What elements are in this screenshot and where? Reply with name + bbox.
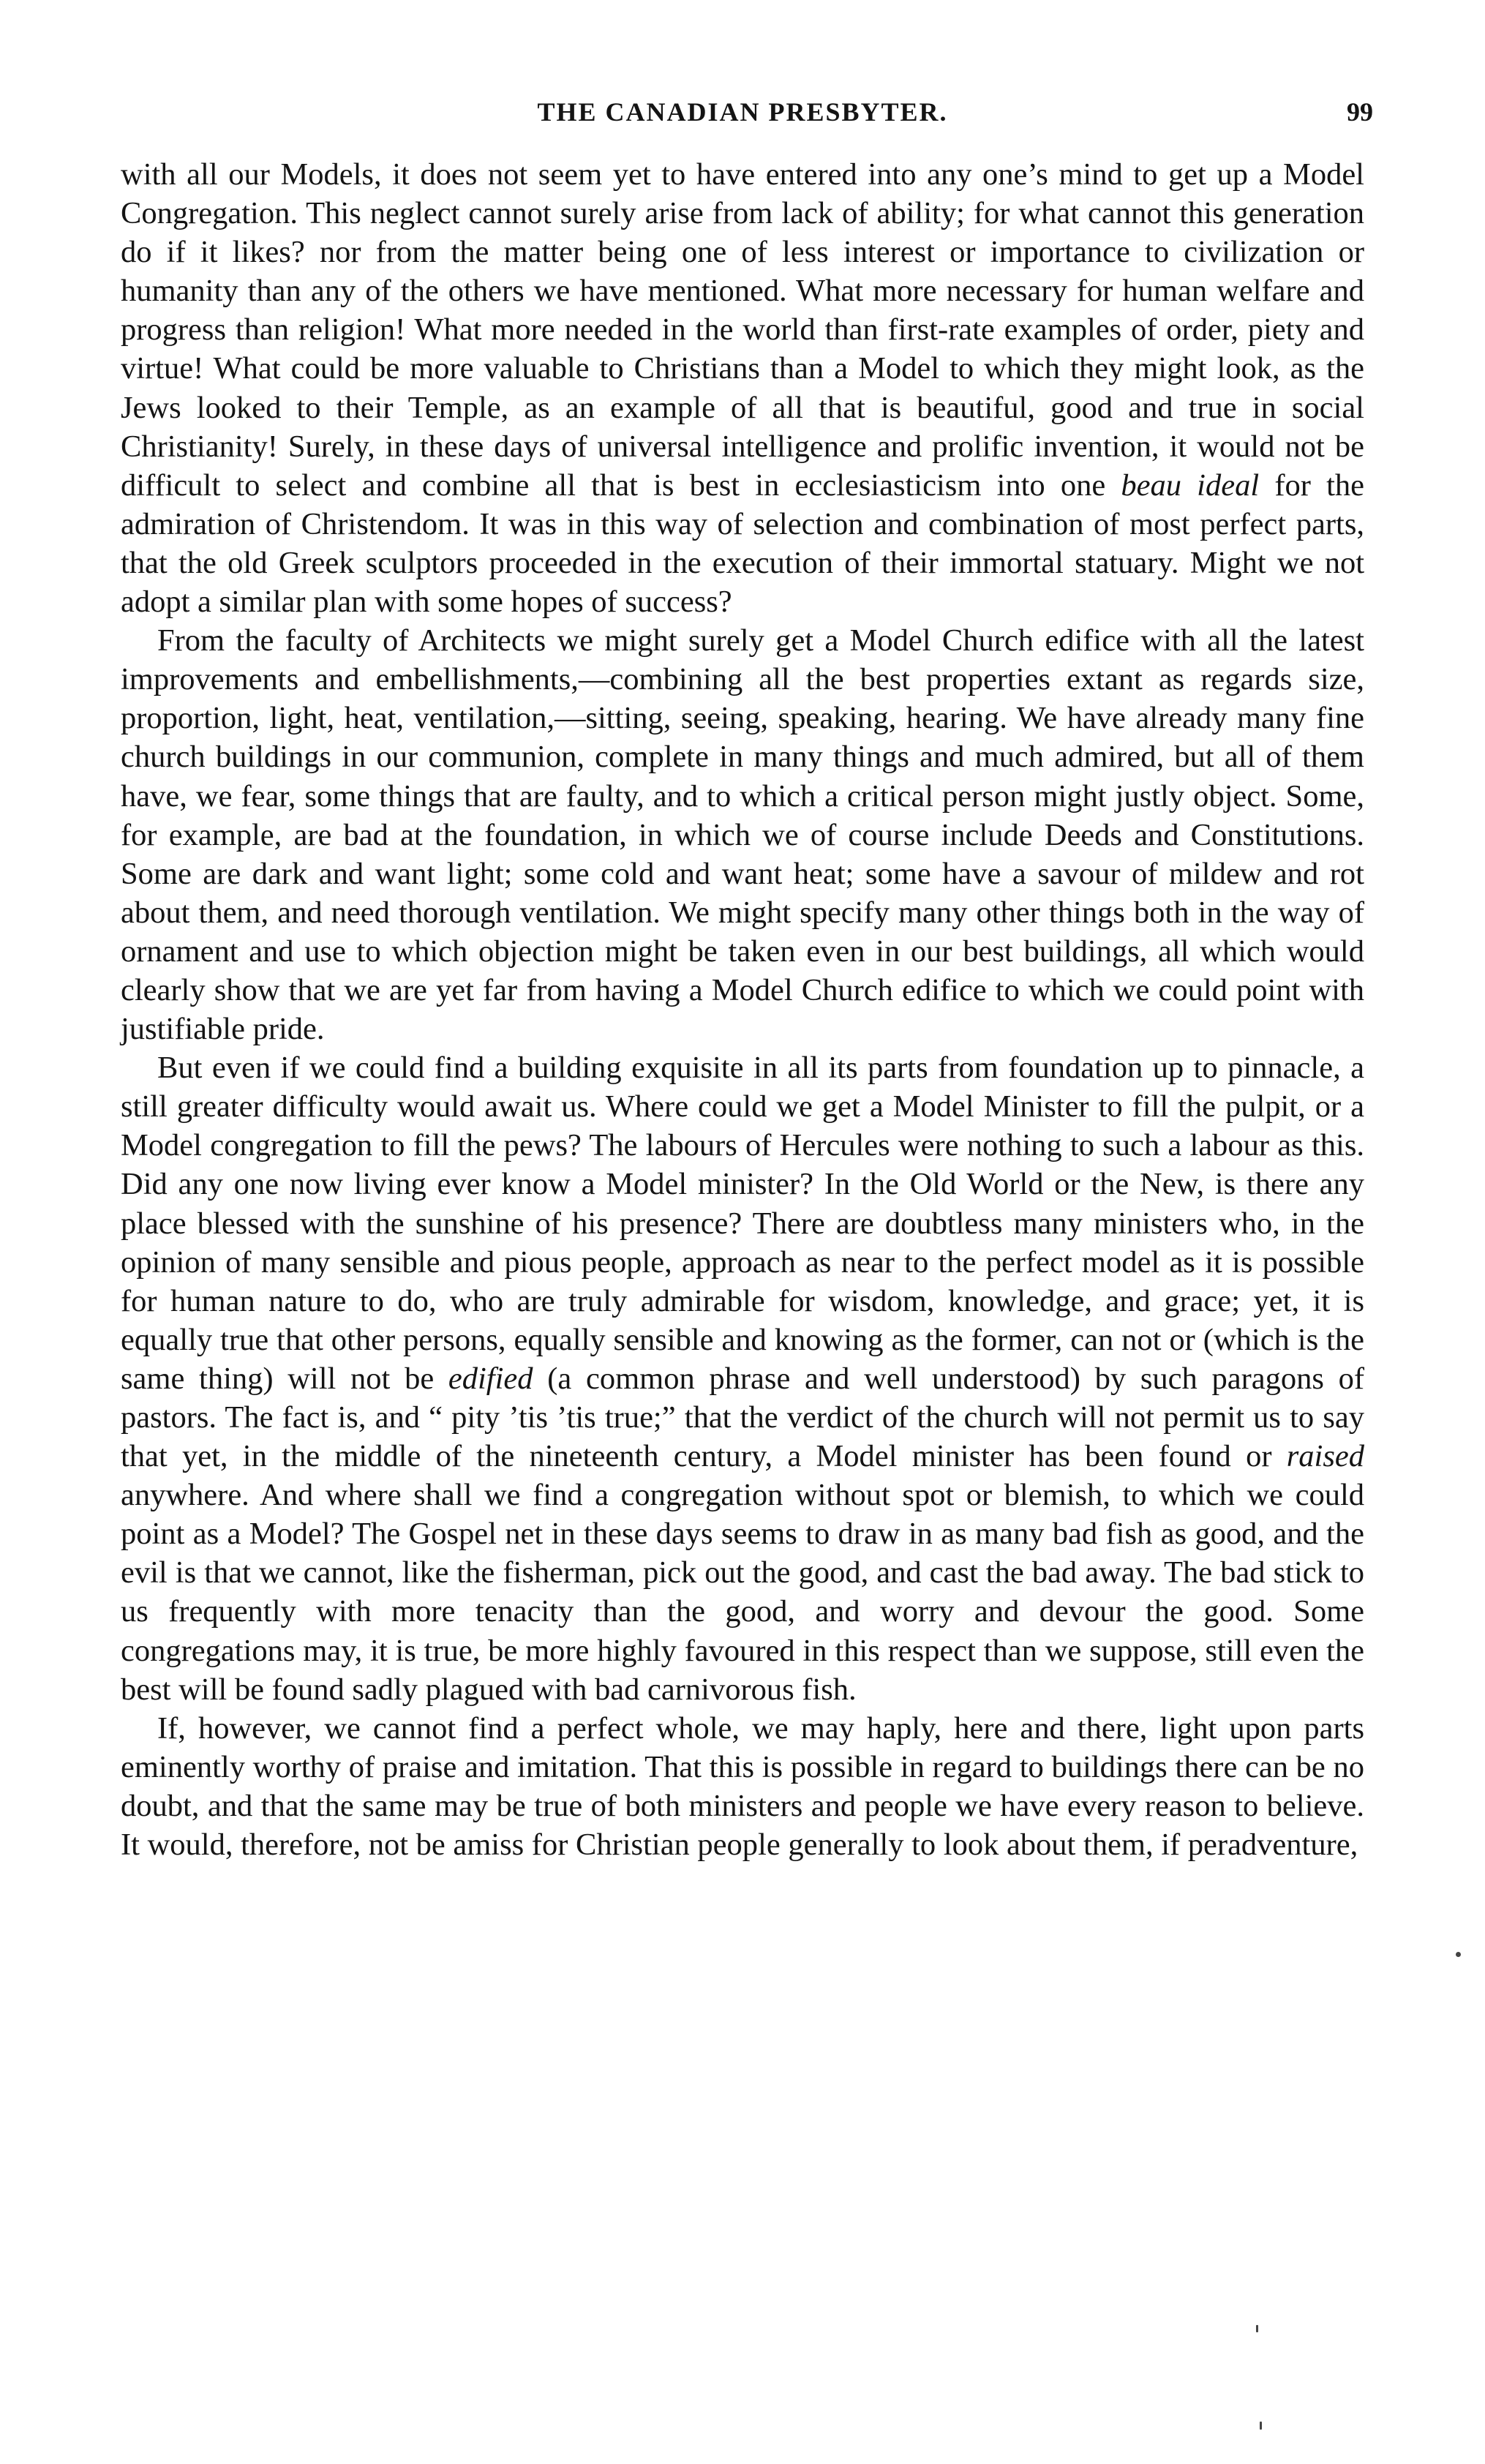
paragraph-2 bbox=[121, 621, 1364, 1048]
paragraph-1 bbox=[121, 155, 1364, 621]
scan-speck bbox=[1260, 2422, 1262, 2430]
paragraph-3-italic-raised: raised bbox=[1286, 1439, 1364, 1474]
paragraph-1-text-2: for the admiration of Christendom. It was in this way of selection and combination of most perfect parts, that the old Greek sculptors proceeded in the execution of their immortal statuary. Might we not adopt a similar plan with some hopes of success? bbox=[121, 467, 1365, 620]
page-number: 99 bbox=[1347, 97, 1373, 127]
paragraph-2-text-1: From the faculty of Architects we might surely get a Model Church edifice with all the latest improvements and embellishments,—combining all the best properties extant as regards size, proportion, light, heat, ventilation,—sitting, seeing, speaking, hearing. We have already many fine church buildings in our communion, complete in many things and much admired, but all of them have, we fear, some things that are faulty, and to which a critical person might justly object. Some, for example, are bad at the foundation, in which we of course include Deeds and Constitutions. Some are dark and want light; some cold and want heat; some have a savour of mildew and rot about them, and need thorough ventilation. We might specify many other things both in the way of ornament and use to which objection might be taken even in our best buildings, all which would clearly show that we are yet far from having a Model Church edifice to which we could point with justifiable pride. bbox=[121, 623, 1364, 1047]
paragraph-4-text-1: If, however, we cannot find a perfect whole, we may haply, here and there, light upon parts eminently worthy of praise and imitation. That this is possible in regard to buildings there can be no doubt, and that the same may be true of both ministers and people we have every reason to believe. It would, therefore, not be amiss for Christian people generally to look about them, if peradventure, bbox=[121, 1710, 1364, 1863]
paragraph-1-italic-beau-ideal: beau ideal bbox=[1121, 467, 1260, 503]
paragraph-3 bbox=[121, 1048, 1364, 1709]
paragraph-3-italic-edified: edified bbox=[448, 1361, 533, 1396]
scan-speck bbox=[1456, 1952, 1461, 1957]
page bbox=[121, 97, 1373, 1864]
running-title: THE CANADIAN PRESBYTER. bbox=[537, 97, 948, 127]
running-head bbox=[121, 97, 1373, 143]
article-body bbox=[121, 155, 1364, 1864]
paragraph-3-text-1: But even if we could find a building exquisite in all its parts from foundation up to pinnacle, a still greater difficulty would await us. Where could we get a Model Minister to fill the pulpit, or a Model congregation to fill the pews? The labours of Hercules were nothing to such a labour as this. Did any one now living ever know a Model minister? In the Old World or the New, is there any place blessed with the sunshine of his presence? There are doubtless many ministers who, in the opinion of many sensible and pious people, approach as near to the perfect model as it is possible for human nature to do, who are truly admirable for wisdom, knowledge, and grace; yet, it is equally true that other persons, equally sensible and knowing as the former, can not or (which is the same thing) will not be bbox=[121, 1051, 1364, 1396]
paragraph-3-text-3: anywhere. And where shall we find a congregation without spot or blemish, to which we could point as a Model? The Gospel net in these days seems to draw in as many bad fish as good, and the evil is that we cannot, like the fisherman, pick out the good, and cast the bad away. The bad stick to us frequently with more tenacity than the good, and worry and devour the good. Some congregations may, it is true, be more highly favoured in this respect than we suppose, still even the best will be found sadly plagued with bad carnivorous fish. bbox=[121, 1478, 1364, 1707]
paragraph-4 bbox=[121, 1709, 1364, 1864]
paragraph-1-text-1: with all our Models, it does not seem yet to have entered into any one’s mind to get up a Model Congregation. This neglect cannot surely arise from lack of ability; for what cannot this generation do if it likes? nor from the matter being one of less interest or importance to civilization or humanity than any of the others we have mentioned. What more necessary for human welfare and progress than religion! What more needed in the world than first-rate examples of order, piety and virtue! What could be more valuable to Christians than a Model to which they might look, as the Jews looked to their Temple, as an example of all that is beautiful, good and true in social Christianity! Surely, in these days of universal intelligence and prolific invention, it would not be difficult to select and combine all that is best in ecclesiasticism into one bbox=[121, 157, 1364, 503]
paragraph-3-text-2: (a common phrase and well understood) by such paragons of pastors. The fact is, and “ pity ’tis ’tis true;” that the verdict of the church will not permit us to say that yet, in the middle of the nineteenth century, a Model minister has been found or bbox=[121, 1361, 1364, 1474]
scan-speck bbox=[1256, 2325, 1258, 2332]
